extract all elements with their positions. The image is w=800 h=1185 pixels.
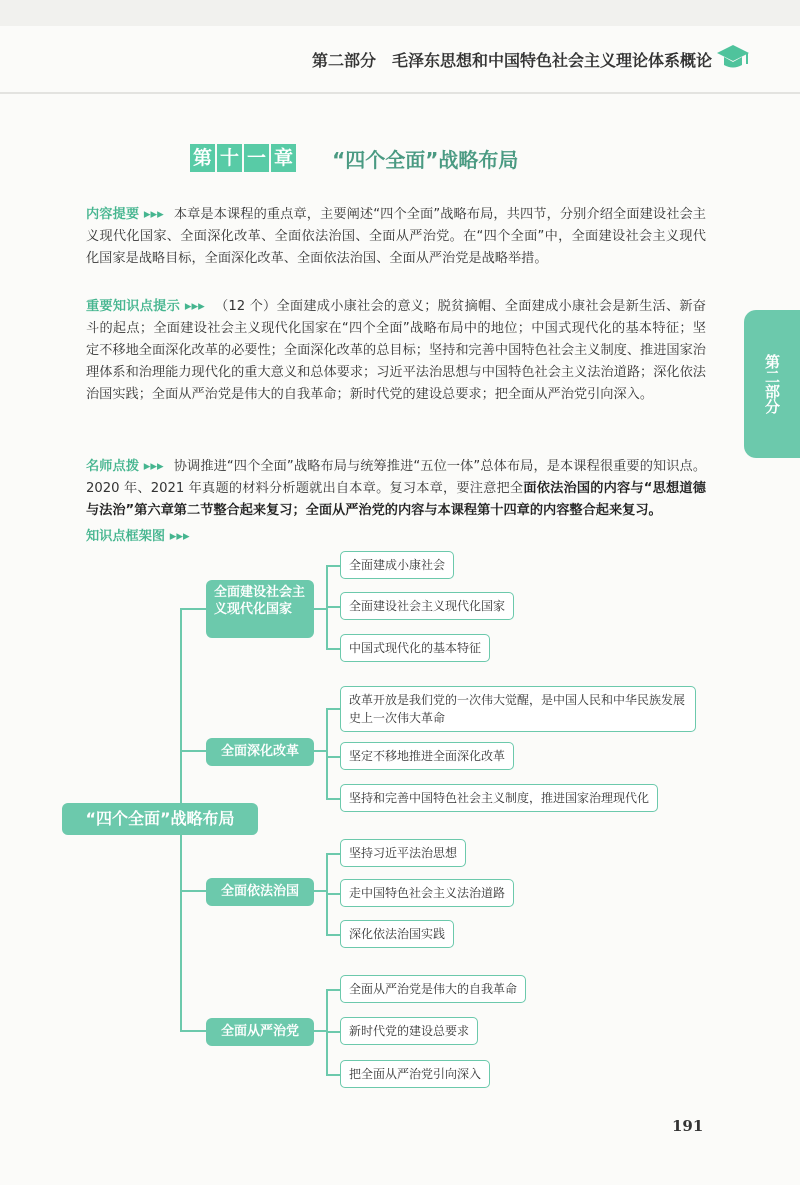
leaf-node: 把全面从严治党引向深入 — [340, 1060, 490, 1088]
part-side-tab: 第二部分 — [744, 310, 800, 458]
leaf-node: 全面从严治党是伟大的自我革命 — [340, 975, 526, 1003]
branch-node: 全面建设社会主义现代化国家 — [206, 580, 314, 638]
tips-text: 协调推进“四个全面”战略布局与统筹推进“五位一体”总体布局，是本课程很重要的知识点。2020 年、2021 年真题的材料分析题就出自本章。复习本章，要注意把全 — [86, 459, 707, 496]
graduation-cap-icon — [716, 42, 750, 72]
leaf-connector — [326, 565, 340, 567]
part-title: 第二部分 毛泽东思想和中国特色社会主义理论体系概论 — [311, 51, 712, 70]
leaf-connector — [326, 853, 340, 855]
page-number: 191 — [672, 1117, 704, 1135]
framework-label: 知识点框架图 ▸▸▸ — [86, 529, 190, 544]
leaf-connector — [326, 1074, 340, 1076]
framework-heading — [86, 526, 706, 548]
leaf-connector — [326, 798, 340, 800]
chapter-title: “四个全面”战略布局 — [332, 147, 519, 172]
leaf-connector — [326, 708, 340, 710]
leaf-trunk — [326, 708, 328, 798]
leaf-node: 坚定不移地推进全面深化改革 — [340, 742, 514, 770]
key-points-paragraph — [86, 296, 706, 406]
leaf-connector — [314, 890, 326, 892]
tips-paragraph — [86, 456, 706, 522]
tips-label: 名师点拨 ▸▸▸ — [86, 459, 164, 474]
leaf-connector — [326, 1031, 340, 1033]
tips-text-bold: 面依法治国的内容与“思想道德与法治”第六章第二节整合起来复习；全面从严治党的内容与本课程第十四章的内容整合起来复习。 — [86, 481, 706, 518]
chapter-char: 一 — [244, 144, 269, 172]
summary-label: 内容提要 ▸▸▸ — [86, 207, 164, 222]
branch-connector — [180, 890, 206, 892]
header-divider — [0, 92, 800, 94]
branch-connector — [180, 608, 206, 610]
leaf-connector — [326, 934, 340, 936]
page-header — [0, 30, 800, 94]
branch-node: 全面依法治国 — [206, 878, 314, 906]
chapter-char: 第 — [190, 144, 215, 172]
leaf-node: 改革开放是我们党的一次伟大觉醒，是中国人民和中华民族发展史上一次伟大革命 — [340, 686, 696, 732]
summary-text: 本章是本课程的重点章，主要阐述“四个全面”战略布局，共四节，分别介绍全面建设社会主义现代化国家、全面深化改革、全面依法治国、全面从严治党。在“四个全面”中，全面建设社会主义现代化国家是战略目标，全面深化改革、全面依法治国、全面从严治党是战略举措。 — [86, 207, 706, 266]
leaf-node: 全面建成小康社会 — [340, 551, 454, 579]
leaf-connector — [326, 893, 340, 895]
leaf-connector — [314, 608, 326, 610]
leaf-node: 新时代党的建设总要求 — [340, 1017, 478, 1045]
chapter-char: 十 — [217, 144, 242, 172]
mindmap-root: “四个全面”战略布局 — [62, 803, 258, 835]
chapter-heading — [190, 143, 518, 173]
leaf-connector — [314, 750, 326, 752]
leaf-node: 坚持和完善中国特色社会主义制度，推进国家治理现代化 — [340, 784, 658, 812]
leaf-connector — [326, 756, 340, 758]
branch-connector — [180, 1030, 206, 1032]
summary-paragraph — [86, 204, 706, 270]
branch-connector — [180, 750, 206, 752]
top-strip — [0, 0, 800, 26]
leaf-node: 深化依法治国实践 — [340, 920, 454, 948]
leaf-node: 全面建设社会主义现代化国家 — [340, 592, 514, 620]
key-points-label: 重要知识点提示 ▸▸▸ — [86, 299, 205, 314]
branch-node: 全面深化改革 — [206, 738, 314, 766]
leaf-connector — [326, 648, 340, 650]
leaf-node: 中国式现代化的基本特征 — [340, 634, 490, 662]
leaf-connector — [314, 1030, 326, 1032]
leaf-node: 走中国特色社会主义法治道路 — [340, 879, 514, 907]
leaf-node: 坚持习近平法治思想 — [340, 839, 466, 867]
chapter-char: 章 — [271, 144, 296, 172]
leaf-connector — [326, 606, 340, 608]
leaf-connector — [326, 989, 340, 991]
key-points-text: （12 个）全面建成小康社会的意义；脱贫摘帽、全面建成小康社会是新生活、新奋斗的起点；全面建设社会主义现代化国家在“四个全面”战略布局中的地位；中国式现代化的基本特征；坚定不移地全面深化改革的必要性；全面深化改革的总目标；坚持和完善中国特色社会主义制度、推进国家治理体系和治理能力现代化的重大意义和总体要求；习近平法治思想与中国特色社会主义法治道路；深化依法治国实践；全面从严治党是伟大的自我革命；新时代党的建设总要求；把全面从严治党引向深入。 — [86, 299, 706, 402]
branch-node: 全面从严治党 — [206, 1018, 314, 1046]
